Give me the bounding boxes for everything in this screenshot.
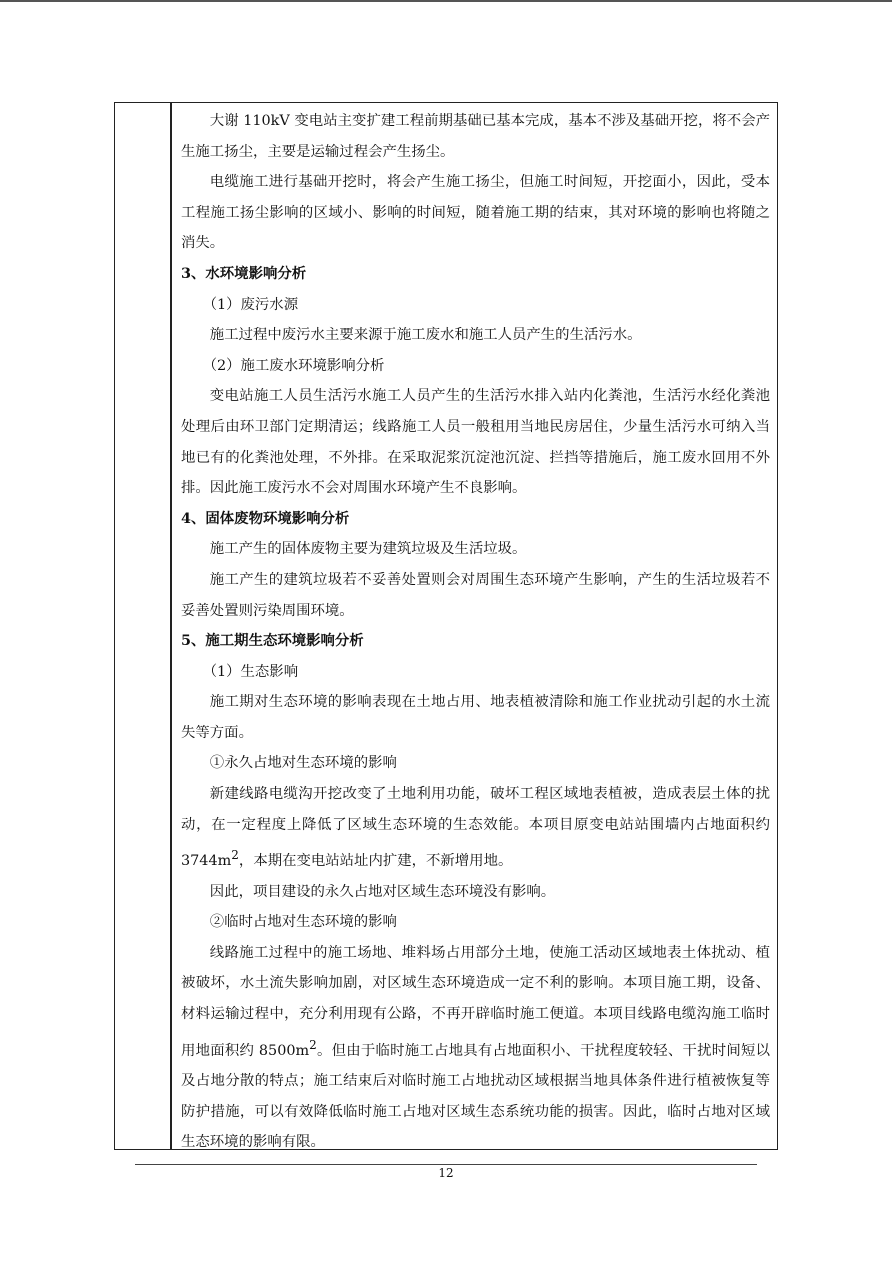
paragraph: 大谢 110kV 变电站主变扩建工程前期基础已基本完成，基本不涉及基础开挖，将不会产生施工扬尘，主要是运输过程会产生扬尘。 — [181, 113, 770, 160]
paragraph — [181, 938, 770, 1158]
superscript: 2 — [309, 1037, 317, 1052]
paragraph: 电缆施工进行基础开挖时，将会产生施工扬尘，但施工时间短，开挖面小，因此，受本工程施工扬尘影响的区域小、影响的时间短，随着施工期的结束，其对环境的影响也将随之消失。 — [181, 174, 770, 252]
paragraph: 因此，项目建设的永久占地对区域生态环境没有影响。 — [209, 883, 556, 900]
paragraph — [181, 779, 770, 877]
section-heading: 4、固体废物环境影响分析 — [181, 509, 350, 527]
paragraph-text: 。但由于临时施工占地具有占地面积小、干扰程度较轻、干扰时间短以及占地分散的特点；施工结束后对临时施工占地扰动区域根据当地具体条件进行植被恢复等防护措施，可以有效降低临时施工占地对区域生态系统功能的损害。因此，临时占地对区域生态环境的影响有限。 — [181, 1042, 770, 1151]
paragraph-text: 线路施工过程中的施工场地、堆料场占用部分土地，使施工活动区域地表土体扰动、植被破坏，水土流失影响加剧，对区域生态环境造成一定不利的影响。本项目施工期，设备、材料运输过程中，充分利用现有公路，不再开辟临时施工便道。本项目线路电缆沟施工临时用地面积约 8500m — [181, 944, 770, 1059]
paragraph: 变电站施工人员生活污水施工人员产生的生活污水排入站内化粪池，生活污水经化粪池处理后由环卫部门定期清运；线路施工人员一般租用当地民房居住，少量生活污水可纳入当地已有的化粪池处理，不外排。在采取泥浆沉淀池沉淀、拦挡等措施后，施工废水回用不外排。因此施工废污水不会对周围水环境产生不良影响。 — [181, 388, 770, 497]
paragraph-text: 新建线路电缆沟开挖改变了土地利用功能，破坏工程区域地表植被，造成表层土体的扰动，在一定程度上降低了区域生态环境的生态效能。本项目原变电站站围墙内占地面积约 3744m — [181, 786, 770, 870]
table-column-divider — [170, 102, 172, 1150]
table-content-cell — [181, 106, 770, 1158]
footer-rule — [135, 1164, 757, 1165]
paragraph-text: ，本期在变电站站址内扩建，不新增用地。 — [238, 853, 513, 870]
subheading: （1）废污水源 — [202, 296, 299, 313]
paragraph: 施工产生的固体废物主要为建筑垃圾及生活垃圾。 — [209, 541, 527, 558]
subheading: ①永久占地对生态环境的影响 — [209, 755, 397, 772]
page-number: 12 — [438, 1166, 454, 1180]
superscript: 2 — [231, 848, 239, 863]
paragraph: 施工期对生态环境的影响表现在土地占用、地表植被清除和施工作业扰动引起的水土流失等方面。 — [181, 694, 770, 741]
paragraph: 施工产生的建筑垃圾若不妥善处置则会对周围生态环境产生影响，产生的生活垃圾若不妥善处置则污染周围环境。 — [181, 571, 770, 619]
subheading: ②临时占地对生态环境的影响 — [209, 914, 397, 931]
subheading: （1）生态影响 — [202, 663, 299, 680]
top-edge-rule — [0, 0, 892, 2]
section-heading: 3、水环境影响分析 — [181, 264, 307, 282]
section-heading: 5、施工期生态环境影响分析 — [181, 632, 364, 650]
subheading: （2）施工废水环境影响分析 — [202, 357, 385, 374]
paragraph: 施工过程中废污水主要来源于施工废水和施工人员产生的生活污水。 — [209, 327, 642, 344]
